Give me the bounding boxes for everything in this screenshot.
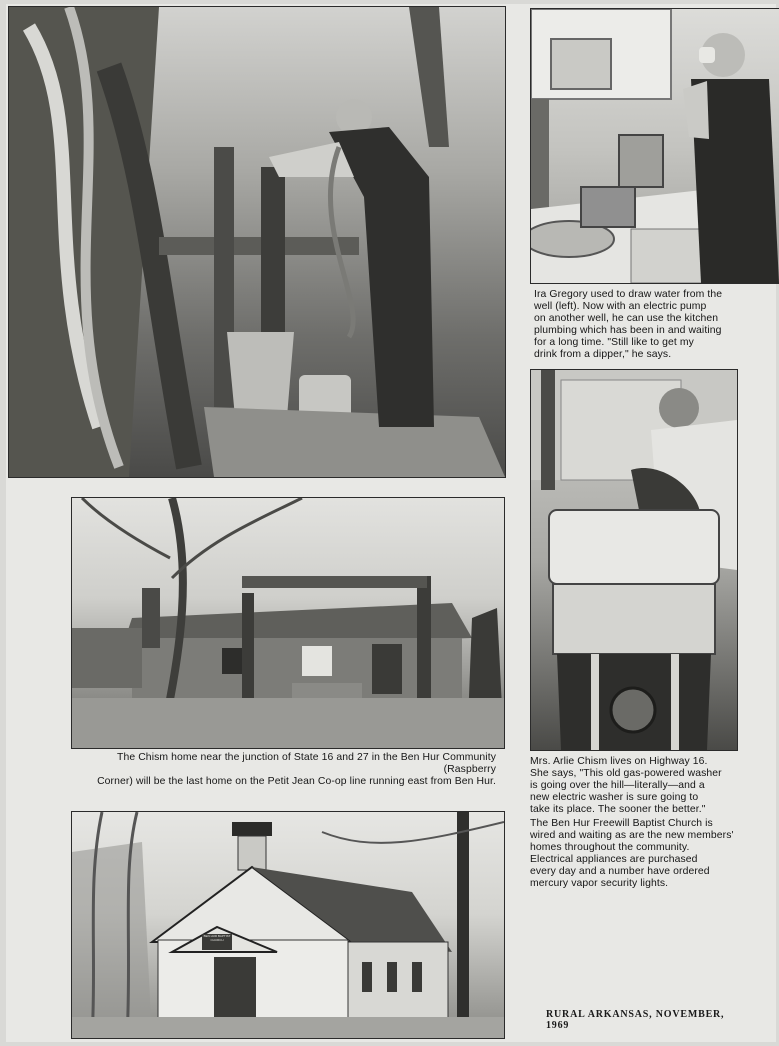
magazine-page xyxy=(6,4,776,1042)
caption-arlie-chism xyxy=(530,756,770,816)
caption-line: wired and waiting as are the new members' xyxy=(530,830,734,841)
caption-line: Corner) will be the last home on the Petit Jean Co-op line running east from Ben Hur. xyxy=(97,776,496,787)
caption-line: mercury vapor security lights. xyxy=(530,878,669,889)
caption-line: take its place. The sooner the better." xyxy=(530,804,706,815)
caption-line: Mrs. Arlie Chism lives on Highway 16. xyxy=(530,756,708,767)
photo-church xyxy=(71,811,505,1039)
caption-line: every day and a number have ordered xyxy=(530,866,710,877)
caption-line: Electrical appliances are purchased xyxy=(530,854,698,865)
photo-washer xyxy=(530,369,738,751)
caption-line: plumbing which has been in and waiting xyxy=(534,325,722,336)
caption-line: new electric washer is sure going to xyxy=(530,792,699,803)
caption-line: for a long time. "Still like to get my xyxy=(534,337,694,348)
caption-ira-gregory xyxy=(534,289,774,361)
photo-well xyxy=(8,6,506,478)
magazine-footer: RURAL ARKANSAS, NOVEMBER, 1969 xyxy=(546,1009,725,1031)
caption-line: well (left). Now with an electric pump xyxy=(534,301,707,312)
photo-kitchen xyxy=(530,8,779,284)
caption-line: The Ben Hur Freewill Baptist Church is xyxy=(530,818,713,829)
church-sign: BEN HUR BAPTIST CHURCH xyxy=(203,934,231,942)
caption-line: She says, "This old gas-powered washer xyxy=(530,768,722,779)
caption-line: on another well, he can use the kitchen xyxy=(534,313,719,324)
caption-line: is going over the hill—literally—and a xyxy=(530,780,705,791)
caption-line: homes throughout the community. xyxy=(530,842,690,853)
caption-chism-home xyxy=(66,752,496,788)
caption-line: The Chism home near the junction of State 16 and 27 in the Ben Hur Community (Raspberry xyxy=(117,752,496,775)
photo-chism-home xyxy=(71,497,505,749)
caption-line: drink from a dipper," he says. xyxy=(534,349,672,360)
caption-line: Ira Gregory used to draw water from the xyxy=(534,289,723,300)
caption-church xyxy=(530,818,770,890)
